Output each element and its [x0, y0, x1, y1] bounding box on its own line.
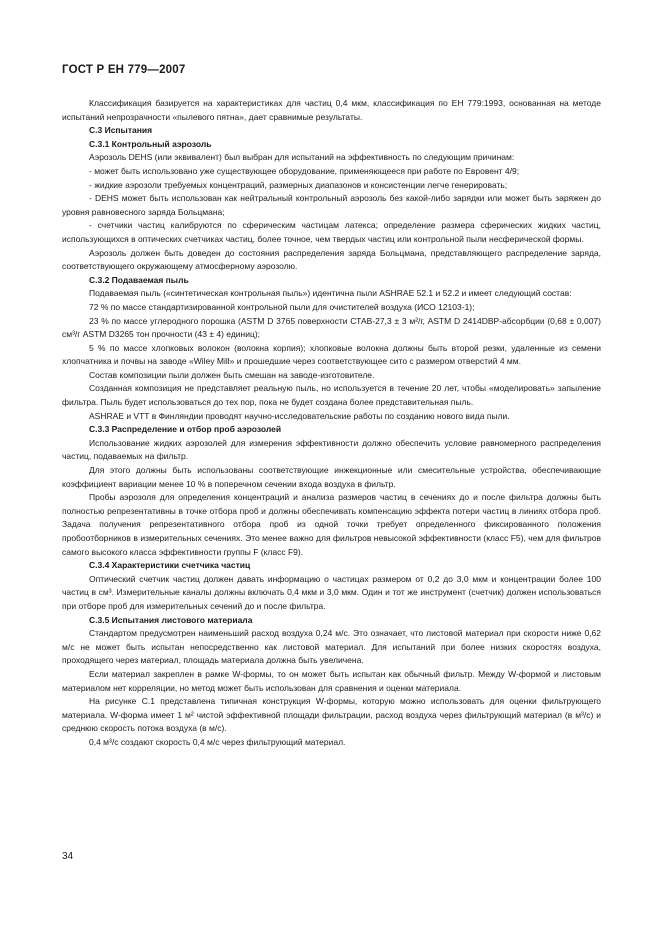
paragraph: Использование жидких аэрозолей для измерения эффективности должно обеспечить условие равномерного распределения частиц, подаваемых на фильтр. — [62, 437, 601, 462]
paragraph: 23 % по массе углеродного порошка (ASTM D 3765 поверхности СТАВ-27,3 ± 3 м²/г, ASTM D 2414DBP-абсорбции (0,68 ± 0,007) см³/г ASTM D3265 тон прочности (43 ± 4) единиц); — [62, 315, 601, 340]
section-heading: С.3.4 Характеристики счетчика частиц — [89, 560, 251, 571]
paragraph: 5 % по массе хлопковых волокон (волокна корпия); хлопковые волокна должны быть второй резки, удаленные из семени хлопчатника и почвы на заводе «Wiley Mill» и прошедшие через соответствующее сито с размером отверстий 4 мм. — [62, 342, 601, 367]
paragraph: На рисунке С.1 представлена типичная конструкция W-формы, которую можно использовать для оценки фильтрующего материала. W-форма имеет 1 м² чистой эффективной площади фильтрации, расход воздуха через фильтрующий материал (в м³/с) и среднюю скорость потока воздуха (в м/с). — [62, 696, 601, 734]
section-heading: С.3 Испытания — [89, 125, 153, 136]
section-heading: С.3.1 Контрольный аэрозоль — [89, 138, 212, 149]
section-heading: С.3.3 Распределение и отбор проб аэрозолей — [89, 424, 282, 435]
paragraph: Стандартом предусмотрен наименьший расход воздуха 0,24 м/с. Это означает, что листовой материал при скорости ниже 0,62 м/с не может быть испытан непосредственно как листовой материал. Для испытаний при более низких скоростях воздуха, проходящего через материал, площадь материала должна быть увеличена. — [62, 628, 601, 666]
paragraph: Для этого должны быть использованы соответствующие инжекционные или смесительные устройства, обеспечивающие коэффициент вариации менее 10 % в поперечном сечении входа воздуха в фильтр. — [62, 465, 601, 489]
page-number: 34 — [62, 851, 74, 862]
document-header: ГОСТ Р ЕН 779—2007 — [62, 64, 186, 76]
section-heading: С.3.2 Подаваемая пыль — [89, 274, 189, 285]
paragraph: Созданная композиция не представляет реальную пыль, но используется в течение 20 лет, чтобы «моделировать» запыление фильтра. Пыль будет использоваться до тех пор, пока не будет создана более представительная пыль. — [62, 383, 601, 408]
paragraph: Аэрозоль должен быть доведен до состояния распределения заряда Больцмана, представляющего распределение заряда, соответствующего окружающему атмосферному аэрозолю. — [62, 247, 601, 272]
paragraph: Классификация базируется на характеристиках для частиц 0,4 мкм, классификация по ЕН 779:1993, основанная на методе испытаний непрозрачности «пылевого пятна», дает сравнимые результаты. — [62, 98, 601, 122]
paragraph: Пробы аэрозоля для определения концентраций и анализа размеров частиц в сечениях до и после фильтра должны быть полностью репрезентативны в точке отбора проб и должны обеспечивать компенсацию эффекта потери частиц в линиях отбора проб. Задача получения репрезентативного отбора проб из одной точки требует определенного фиксированного положения пробоотборников в измерительных сечениях. Это менее важно для фильтров невысокой эффективности (класс F5), чем для фильтров самого высокого класса эффективности группы F (класс F9). — [62, 492, 601, 557]
list-item: - счетчики частиц калибруются по сферическим частицам латекса; определение размера сферических жидких частиц, использующихся в оптических счетчиках частиц, более точное, чем твердых частиц или контрольной пыли несферической формы. — [62, 220, 601, 244]
section-heading: С.3.5 Испытания листового материала — [89, 614, 253, 625]
list-item: - жидкие аэрозоли требуемых концентраций, размерных диапазонов и консистенции легче генерировать; — [89, 179, 508, 190]
paragraph: Состав композиции пыли должен быть смешан на заводе-изготовителе. — [89, 369, 375, 380]
paragraph: ASHRAE и VTT в Финляндии проводят научно-исследовательские работы по созданию нового вида пыли. — [89, 410, 510, 421]
paragraph: 0,4 м³/с создают скорость 0,4 м/с через фильтрующий материал. — [89, 736, 346, 747]
paragraph: Оптический счетчик частиц должен давать информацию о частицах размером от 0,2 до 3,0 мкм и концентрации более 100 частиц в см³. Измерительные каналы должны включать 0,4 мкм и 3,0 мкм. Один и тот же инструмент (счетчик) должен использоваться при отборе проб для измерительных сечений до и после фильтра. — [62, 573, 601, 611]
list-item: - может быть использовано уже существующее оборудование, применяющееся при работе по Евровент 4/9; — [89, 165, 520, 176]
paragraph: Если материал закреплен в рамке W-формы, то он может быть испытан как обычный фильтр. Между W-формой и листовым материалом нет корреляции, но метод может быть использован для сравнения и оценки материала. — [62, 668, 601, 693]
body-text — [62, 97, 601, 750]
paragraph: Аэрозоль DEHS (или эквивалент) был выбран для испытаний на эффективность по следующим причинам: — [89, 152, 515, 163]
list-item: - DEHS может быть использован как нейтральный контрольный аэрозоль без какой-либо зарядки или может быть заряжен до уровня равновесного заряда Больцмана; — [62, 193, 601, 217]
paragraph: Подаваемая пыль («синтетическая контрольная пыль») идентична пыли ASHRAE 52.1 и 52.2 и имеет следующий состав: — [89, 288, 572, 299]
paragraph: 72 % по массе стандартизированной контрольной пыли для очистителей воздуха (ИСО 12103-1); — [89, 301, 475, 312]
